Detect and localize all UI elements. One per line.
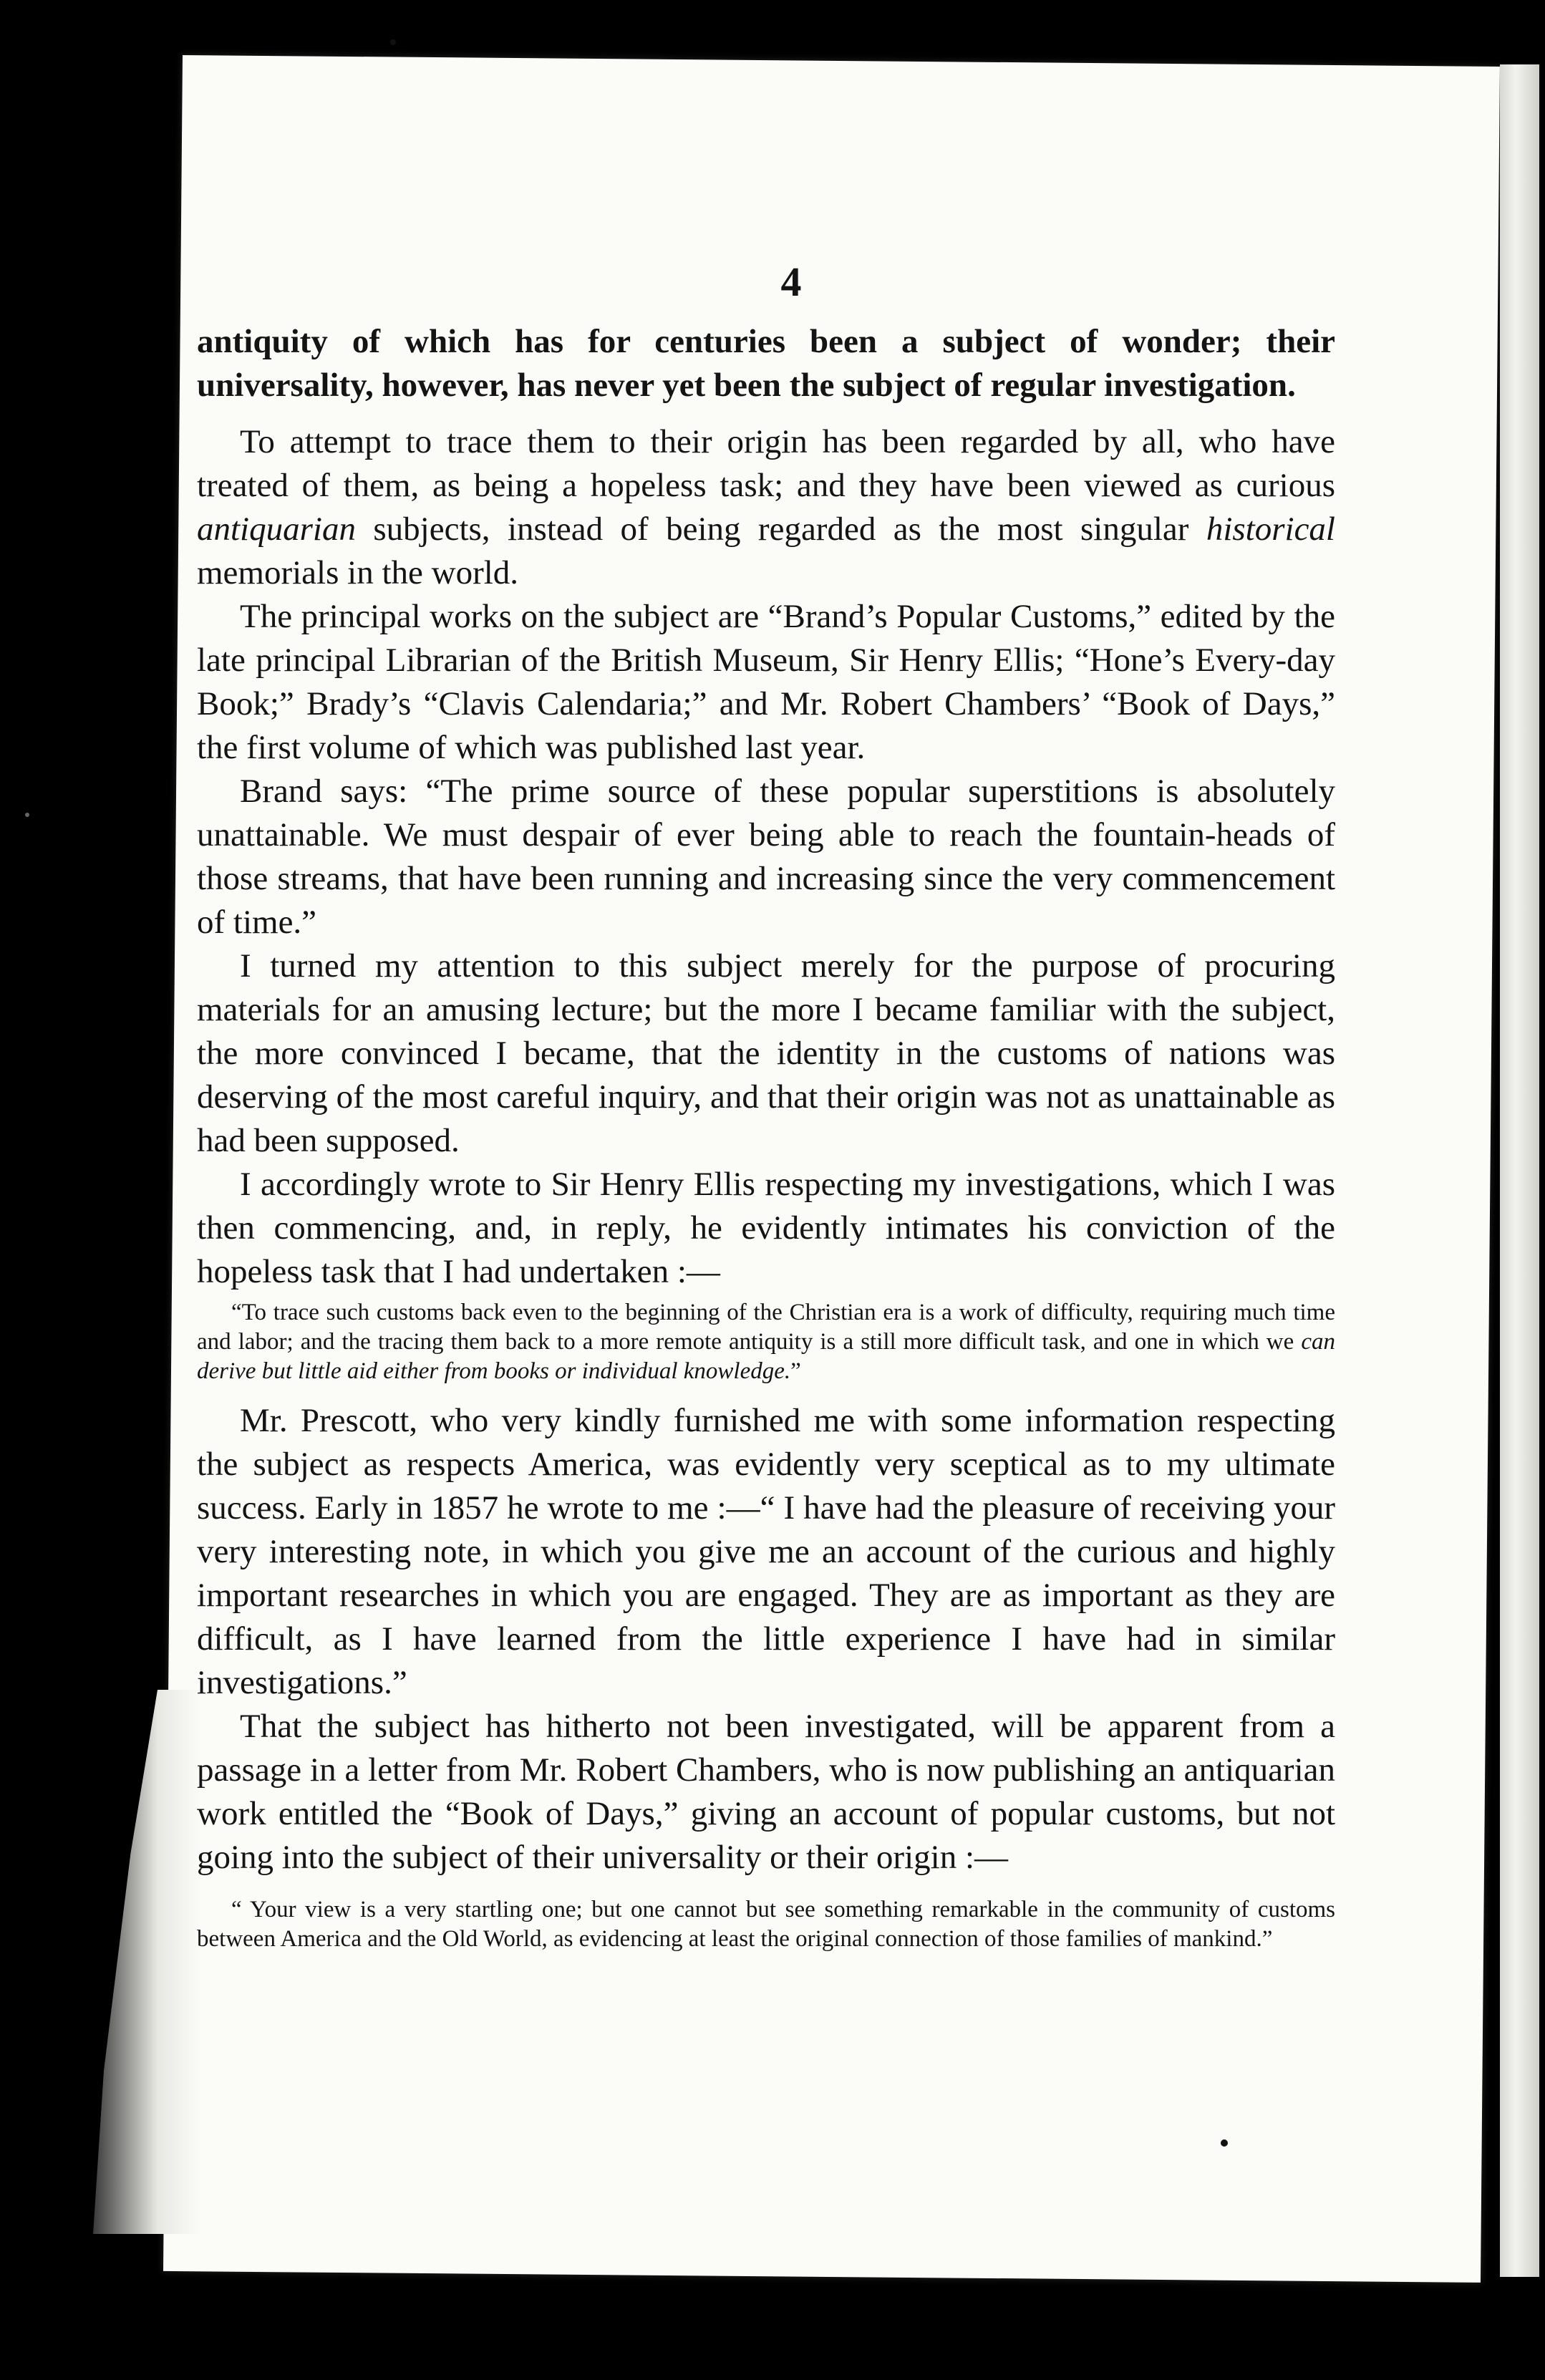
paragraph: Mr. Prescott, who very kindly furnished me with some information respecting the subject as respects America, was evidently very sceptical as to my ultimate success. Early in 1857 he wrote to me :—“ I have had the pleasure of receiving your very interesting note, in which you give me an account of the curious and highly important researches in which you are engaged. They are as important as they are difficult, as I have learned from the little experience I have had in similar investigations.” bbox=[197, 1402, 1335, 1701]
paragraph: To attempt to trace them to their origin has been regarded by all, who have treated of them, as being a hopeless task; and they have been viewed as curious antiquarian subjects, instead of being regarded as the most singular historical memorials in the world. bbox=[197, 423, 1335, 591]
ink-speck bbox=[25, 813, 29, 817]
paragraph: The principal works on the subject are “Brand’s Popular Customs,” edited by the late principal Librarian of the British Museum, Sir Henry Ellis; “Hone’s Every-day Book;” Brady’s “Clavis Calendaria;” and Mr. Robert Chambers’ “Book of Days,” the first volume of which was published last year. bbox=[197, 598, 1335, 766]
paragraph: That the subject has hitherto not been investigated, will be apparent from a passage in a letter from Mr. Robert Chambers, who is now publishing an antiquarian work entitled the “Book of Days,” giving an account of popular customs, but not going into the subject of their universality or their origin :— bbox=[197, 1708, 1335, 1876]
adjacent-page-edge bbox=[1500, 64, 1539, 2277]
block-quote: “ Your view is a very startling one; but one cannot but see something remarkable in the community of customs between America and the Old World, as evidencing at least the original connection of those families of mankind.” bbox=[197, 1897, 1335, 1952]
paragraph: I accordingly wrote to Sir Henry Ellis respecting my investigations, which I was then commencing, and, in reply, he evidently intimates his conviction of the hopeless task that I had undertaken :— bbox=[197, 1166, 1335, 1290]
paragraph: I turned my attention to this subject merely for the purpose of procuring materials for an amusing lecture; but the more I became familiar with the subject, the more convinced I became, that the identity in the customs of nations was deserving of the most careful inquiry, and that their origin was not as unattainable as had been supposed. bbox=[197, 947, 1335, 1159]
ink-speck bbox=[1221, 2139, 1228, 2147]
page-text bbox=[197, 258, 1335, 1967]
paragraph: antiquity of which has for centuries been a subject of wonder; their universality, however, has never yet been the subject of regular investigation. bbox=[197, 323, 1335, 404]
ink-speck bbox=[390, 39, 396, 45]
paragraph: Brand says: “The prime source of these popular superstitions is absolutely unattainable. We must despair of ever being able to reach the fountain-heads of those streams, that have been running and increasing since the very commencement of time.” bbox=[197, 773, 1335, 941]
page-number: 4 bbox=[780, 258, 802, 305]
block-quote: “To trace such customs back even to the beginning of the Christian era is a work of difficulty, requiring much time and labor; and the tracing them back to a more remote antiquity is a still more difficult task, and one in which we can derive but little aid either from books or individual knowledge.” bbox=[197, 1300, 1335, 1384]
